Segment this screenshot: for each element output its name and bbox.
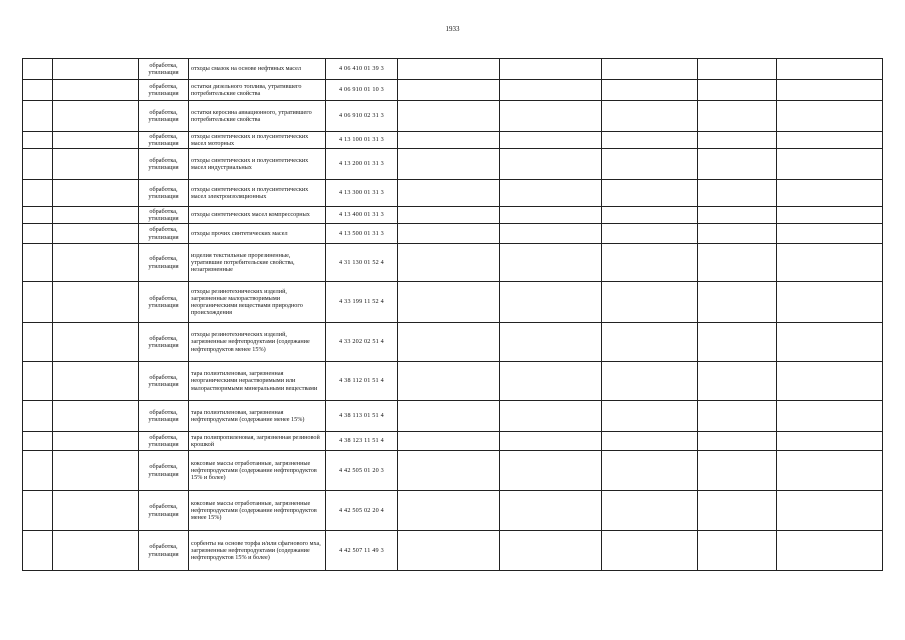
- empty-cell: [777, 323, 883, 362]
- empty-cell: [698, 244, 777, 282]
- operation-cell: обработка, утилизация: [139, 531, 189, 571]
- empty-cell: [398, 282, 500, 323]
- table-row: [23, 323, 883, 362]
- empty-cell: [500, 531, 602, 571]
- empty-cell: [23, 59, 53, 80]
- empty-cell: [398, 149, 500, 180]
- table-row: [23, 491, 883, 531]
- empty-cell: [777, 207, 883, 224]
- operation-cell: обработка, утилизация: [139, 451, 189, 491]
- operation-cell: обработка, утилизация: [139, 80, 189, 101]
- table-row: [23, 132, 883, 149]
- operation-cell: обработка, утилизация: [139, 362, 189, 401]
- empty-cell: [398, 80, 500, 101]
- table-body: [23, 59, 883, 571]
- waste-name-cell: изделия текстильные прорезиненные, утратившие потребительские свойства, незагрязненные: [189, 244, 326, 282]
- empty-cell: [698, 451, 777, 491]
- empty-cell: [698, 401, 777, 432]
- empty-cell: [500, 132, 602, 149]
- empty-cell: [398, 132, 500, 149]
- empty-cell: [398, 401, 500, 432]
- empty-cell: [777, 180, 883, 207]
- empty-cell: [698, 132, 777, 149]
- empty-cell: [500, 59, 602, 80]
- empty-cell: [500, 101, 602, 132]
- fkko-code-cell: 4 06 410 01 39 3: [326, 59, 398, 80]
- empty-cell: [500, 244, 602, 282]
- waste-name-cell: коксовые массы отработанные, загрязненные нефтепродуктами (содержание нефтепродуктов менее 15%): [189, 491, 326, 531]
- empty-cell: [53, 432, 139, 451]
- empty-cell: [23, 401, 53, 432]
- empty-cell: [777, 132, 883, 149]
- empty-cell: [698, 491, 777, 531]
- empty-cell: [23, 531, 53, 571]
- empty-cell: [53, 132, 139, 149]
- table-row: [23, 432, 883, 451]
- empty-cell: [777, 224, 883, 244]
- operation-cell: обработка, утилизация: [139, 101, 189, 132]
- fkko-code-cell: 4 38 113 01 51 4: [326, 401, 398, 432]
- empty-cell: [698, 531, 777, 571]
- empty-cell: [23, 180, 53, 207]
- fkko-code-cell: 4 33 202 02 51 4: [326, 323, 398, 362]
- waste-name-cell: отходы синтетических и полусинтетических масел моторных: [189, 132, 326, 149]
- table-row: [23, 244, 883, 282]
- waste-name-cell: отходы синтетических масел компрессорных: [189, 207, 326, 224]
- empty-cell: [602, 180, 698, 207]
- table-row: [23, 149, 883, 180]
- empty-cell: [698, 282, 777, 323]
- waste-name-cell: сорбенты на основе торфа и/или сфагнового мха, загрязненные нефтепродуктами (содержание нефтепродуктов 15% и более): [189, 531, 326, 571]
- table-row: [23, 224, 883, 244]
- empty-cell: [602, 101, 698, 132]
- waste-name-cell: остатки керосина авиационного, утратившего потребительские свойства: [189, 101, 326, 132]
- empty-cell: [698, 180, 777, 207]
- empty-cell: [23, 244, 53, 282]
- empty-cell: [23, 149, 53, 180]
- empty-cell: [23, 80, 53, 101]
- empty-cell: [53, 207, 139, 224]
- fkko-code-cell: 4 38 123 11 51 4: [326, 432, 398, 451]
- empty-cell: [602, 149, 698, 180]
- empty-cell: [698, 149, 777, 180]
- empty-cell: [53, 401, 139, 432]
- empty-cell: [777, 244, 883, 282]
- table-row: [23, 362, 883, 401]
- table-row: [23, 180, 883, 207]
- empty-cell: [398, 362, 500, 401]
- page-number: 1933: [445, 25, 460, 33]
- empty-cell: [602, 244, 698, 282]
- empty-cell: [698, 59, 777, 80]
- table-row: [23, 451, 883, 491]
- waste-name-cell: тара полиэтиленовая, загрязненная неорганическими нерастворимыми или малорастворимыми минеральными веществами: [189, 362, 326, 401]
- table-row: [23, 80, 883, 101]
- empty-cell: [602, 432, 698, 451]
- table-row: [23, 401, 883, 432]
- empty-cell: [698, 101, 777, 132]
- empty-cell: [500, 207, 602, 224]
- operation-cell: обработка, утилизация: [139, 180, 189, 207]
- fkko-code-cell: 4 13 500 01 31 3: [326, 224, 398, 244]
- operation-cell: обработка, утилизация: [139, 323, 189, 362]
- empty-cell: [602, 323, 698, 362]
- waste-name-cell: отходы резинотехнических изделий, загрязненные малорастворимыми неорганическими веществами природного происхождения: [189, 282, 326, 323]
- empty-cell: [602, 451, 698, 491]
- empty-cell: [398, 323, 500, 362]
- empty-cell: [777, 531, 883, 571]
- fkko-code-cell: 4 42 507 11 49 3: [326, 531, 398, 571]
- empty-cell: [23, 132, 53, 149]
- empty-cell: [602, 80, 698, 101]
- empty-cell: [398, 432, 500, 451]
- empty-cell: [500, 180, 602, 207]
- operation-cell: обработка, утилизация: [139, 491, 189, 531]
- operation-cell: обработка, утилизация: [139, 244, 189, 282]
- fkko-code-cell: 4 13 300 01 31 3: [326, 180, 398, 207]
- operation-cell: обработка, утилизация: [139, 132, 189, 149]
- empty-cell: [698, 323, 777, 362]
- fkko-code-cell: 4 38 112 01 51 4: [326, 362, 398, 401]
- empty-cell: [23, 432, 53, 451]
- empty-cell: [53, 531, 139, 571]
- empty-cell: [500, 323, 602, 362]
- empty-cell: [53, 224, 139, 244]
- fkko-code-cell: 4 13 200 01 31 3: [326, 149, 398, 180]
- empty-cell: [500, 224, 602, 244]
- waste-name-cell: отходы прочих синтетических масел: [189, 224, 326, 244]
- fkko-code-cell: 4 42 505 01 20 3: [326, 451, 398, 491]
- waste-name-cell: коксовые массы отработанные, загрязненные нефтепродуктами (содержание нефтепродуктов 15% и более): [189, 451, 326, 491]
- waste-name-cell: отходы смазок на основе нефтяных масел: [189, 59, 326, 80]
- empty-cell: [398, 451, 500, 491]
- empty-cell: [777, 282, 883, 323]
- waste-name-cell: тара полипропиленовая, загрязненная резиновой крошкой: [189, 432, 326, 451]
- empty-cell: [777, 59, 883, 80]
- empty-cell: [602, 401, 698, 432]
- table-row: [23, 282, 883, 323]
- empty-cell: [398, 101, 500, 132]
- empty-cell: [777, 362, 883, 401]
- fkko-code-cell: 4 06 910 02 31 3: [326, 101, 398, 132]
- empty-cell: [398, 224, 500, 244]
- empty-cell: [23, 362, 53, 401]
- empty-cell: [53, 323, 139, 362]
- empty-cell: [23, 224, 53, 244]
- empty-cell: [698, 207, 777, 224]
- empty-cell: [602, 207, 698, 224]
- empty-cell: [777, 149, 883, 180]
- empty-cell: [777, 401, 883, 432]
- empty-cell: [777, 101, 883, 132]
- operation-cell: обработка, утилизация: [139, 282, 189, 323]
- empty-cell: [23, 101, 53, 132]
- empty-cell: [602, 362, 698, 401]
- empty-cell: [698, 80, 777, 101]
- empty-cell: [777, 80, 883, 101]
- waste-name-cell: отходы резинотехнических изделий, загрязненные нефтепродуктами (содержание нефтепродуктов менее 15%): [189, 323, 326, 362]
- empty-cell: [398, 531, 500, 571]
- empty-cell: [602, 282, 698, 323]
- empty-cell: [398, 180, 500, 207]
- empty-cell: [398, 491, 500, 531]
- empty-cell: [777, 491, 883, 531]
- empty-cell: [500, 282, 602, 323]
- waste-name-cell: отходы синтетических и полусинтетических масел индустриальных: [189, 149, 326, 180]
- empty-cell: [23, 323, 53, 362]
- empty-cell: [698, 362, 777, 401]
- empty-cell: [53, 244, 139, 282]
- empty-cell: [398, 59, 500, 80]
- empty-cell: [53, 180, 139, 207]
- empty-cell: [53, 491, 139, 531]
- empty-cell: [23, 491, 53, 531]
- empty-cell: [500, 491, 602, 531]
- empty-cell: [53, 80, 139, 101]
- operation-cell: обработка, утилизация: [139, 224, 189, 244]
- empty-cell: [500, 80, 602, 101]
- fkko-code-cell: 4 06 910 01 10 3: [326, 80, 398, 101]
- table-row: [23, 531, 883, 571]
- fkko-code-cell: 4 42 505 02 20 4: [326, 491, 398, 531]
- empty-cell: [398, 244, 500, 282]
- fkko-code-cell: 4 33 199 11 52 4: [326, 282, 398, 323]
- operation-cell: обработка, утилизация: [139, 207, 189, 224]
- empty-cell: [53, 101, 139, 132]
- empty-cell: [23, 451, 53, 491]
- empty-cell: [777, 432, 883, 451]
- empty-cell: [500, 432, 602, 451]
- empty-cell: [398, 207, 500, 224]
- empty-cell: [53, 362, 139, 401]
- waste-name-cell: остатки дизельного топлива, утратившего потребительские свойства: [189, 80, 326, 101]
- fkko-code-cell: 4 13 100 01 31 3: [326, 132, 398, 149]
- empty-cell: [23, 207, 53, 224]
- table-row: [23, 207, 883, 224]
- operation-cell: обработка, утилизация: [139, 149, 189, 180]
- empty-cell: [602, 132, 698, 149]
- empty-cell: [500, 451, 602, 491]
- empty-cell: [53, 451, 139, 491]
- operation-cell: обработка, утилизация: [139, 401, 189, 432]
- fkko-code-cell: 4 13 400 01 31 3: [326, 207, 398, 224]
- fkko-code-cell: 4 31 130 01 52 4: [326, 244, 398, 282]
- waste-name-cell: отходы синтетических и полусинтетических масел электроизоляционных: [189, 180, 326, 207]
- empty-cell: [23, 282, 53, 323]
- empty-cell: [53, 59, 139, 80]
- empty-cell: [698, 224, 777, 244]
- table-row: [23, 101, 883, 132]
- empty-cell: [500, 149, 602, 180]
- waste-name-cell: тара полиэтиленовая, загрязненная нефтепродуктами (содержание менее 15%): [189, 401, 326, 432]
- empty-cell: [500, 362, 602, 401]
- empty-cell: [53, 282, 139, 323]
- waste-registry-table: [22, 58, 883, 571]
- empty-cell: [602, 491, 698, 531]
- operation-cell: обработка, утилизация: [139, 59, 189, 80]
- empty-cell: [53, 149, 139, 180]
- empty-cell: [602, 224, 698, 244]
- empty-cell: [500, 401, 602, 432]
- empty-cell: [777, 451, 883, 491]
- empty-cell: [698, 432, 777, 451]
- empty-cell: [602, 59, 698, 80]
- operation-cell: обработка, утилизация: [139, 432, 189, 451]
- empty-cell: [602, 531, 698, 571]
- table-row: [23, 59, 883, 80]
